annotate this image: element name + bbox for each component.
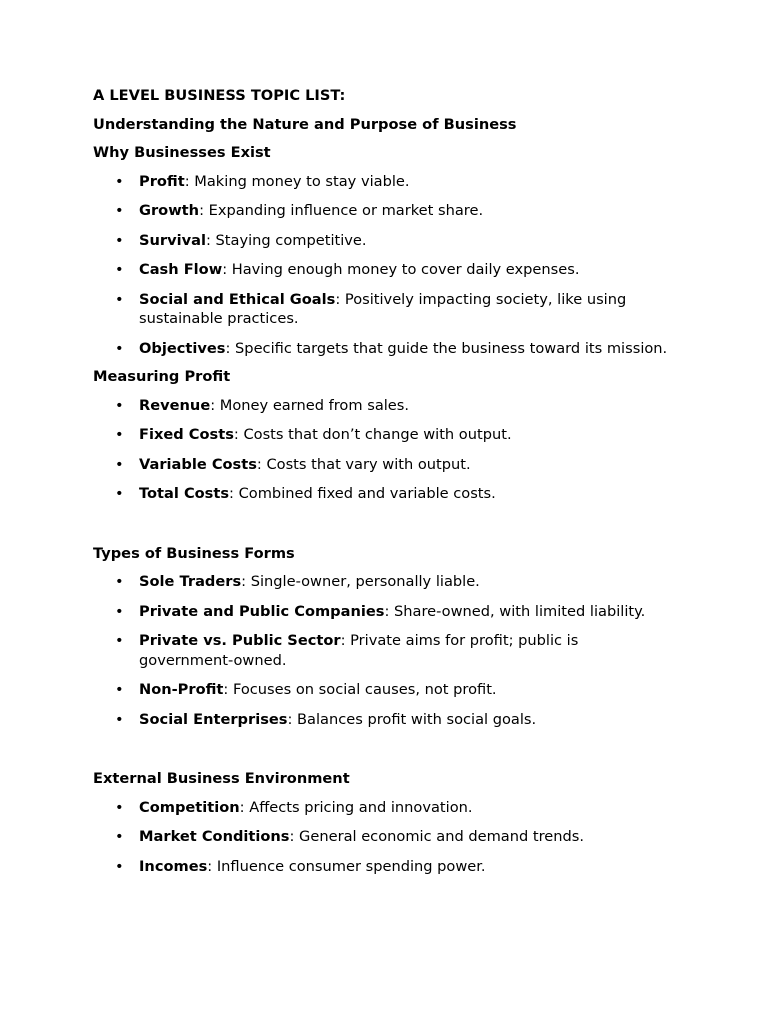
bullet-icon: •	[115, 681, 124, 698]
list-item	[93, 172, 673, 192]
item-description: : Costs that don’t change with output.	[233, 426, 512, 443]
bullet-icon: •	[115, 857, 124, 875]
list-item	[93, 680, 673, 700]
list-item	[93, 339, 673, 359]
item-term: Variable Costs	[139, 455, 257, 473]
bullet-icon: •	[115, 202, 124, 219]
item-term: Non-Profit	[139, 681, 224, 698]
item-term: Incomes	[139, 857, 208, 875]
list-item	[93, 710, 673, 730]
spacer	[93, 514, 673, 544]
section-heading-why-businesses-exist: Why Businesses Exist	[93, 144, 271, 161]
item-description: : Share-owned, with limited liability.	[384, 602, 646, 620]
item-term: Growth	[139, 202, 200, 219]
list-item	[93, 455, 673, 475]
item-description: : Balances profit with social goals.	[287, 710, 537, 728]
list-item	[93, 201, 673, 221]
bullet-icon: •	[115, 710, 124, 728]
document-title: A LEVEL BUSINESS TOPIC LIST:	[93, 87, 346, 104]
item-term: Revenue	[139, 396, 211, 414]
document-subtitle: Understanding the Nature and Purpose of Business	[93, 115, 517, 133]
item-description: : Expanding influence or market share.	[199, 202, 484, 219]
item-term: Objectives	[139, 339, 226, 357]
list-item	[93, 798, 673, 818]
list-item	[93, 857, 673, 877]
item-term: Social Enterprises	[139, 710, 288, 728]
list-item	[93, 602, 673, 622]
bullet-list-types-of-business-forms	[93, 572, 673, 729]
item-description: : Having enough money to cover daily expenses.	[222, 261, 580, 278]
item-term: Competition	[139, 798, 240, 816]
bullet-icon: •	[115, 172, 124, 190]
bullet-icon: •	[115, 426, 124, 443]
item-description: : Private aims for profit; public is government-owned.	[139, 632, 579, 669]
item-term: Fixed Costs	[139, 426, 234, 443]
item-description: : General economic and demand trends.	[289, 828, 585, 845]
list-item	[93, 425, 673, 445]
list-item	[93, 484, 673, 504]
item-term: Cash Flow	[139, 261, 223, 278]
bullet-icon: •	[115, 290, 124, 308]
item-description: : Making money to stay viable.	[184, 172, 410, 190]
bullet-icon: •	[115, 632, 124, 649]
bullet-icon: •	[115, 339, 124, 357]
item-description: : Positively impacting society, like using sustainable practices.	[139, 290, 627, 327]
item-term: Sole Traders	[139, 573, 242, 590]
list-item	[93, 290, 673, 329]
item-term: Private and Public Companies	[139, 602, 385, 620]
bullet-icon: •	[115, 602, 124, 620]
bullet-list-measuring-profit	[93, 396, 673, 504]
bullet-list-why-businesses-exist	[93, 172, 673, 359]
item-term: Profit	[139, 172, 185, 190]
list-item	[93, 260, 673, 280]
list-item	[93, 396, 673, 416]
item-description: : Influence consumer spending power.	[207, 857, 486, 875]
item-description: : Combined fixed and variable costs.	[229, 485, 496, 502]
item-term: Social and Ethical Goals	[139, 290, 336, 308]
item-description: : Single-owner, personally liable.	[241, 573, 480, 590]
item-description: : Staying competitive.	[205, 231, 367, 249]
item-term: Market Conditions	[139, 828, 290, 845]
item-description: : Specific targets that guide the business toward its mission.	[225, 339, 668, 357]
bullet-icon: •	[115, 798, 124, 816]
bullet-icon: •	[115, 396, 124, 414]
section-heading-measuring-profit: Measuring Profit	[93, 368, 231, 385]
list-item	[93, 231, 673, 251]
bullet-icon: •	[115, 231, 124, 249]
bullet-icon: •	[115, 485, 124, 502]
item-description: : Affects pricing and innovation.	[239, 798, 473, 816]
document-content	[93, 86, 673, 886]
item-term: Total Costs	[139, 485, 230, 502]
bullet-icon: •	[115, 573, 124, 590]
item-description: : Focuses on social causes, not profit.	[223, 681, 497, 698]
item-term: Private vs. Public Sector	[139, 632, 341, 649]
item-description: : Costs that vary with output.	[256, 455, 471, 473]
list-item	[93, 827, 673, 847]
item-description: : Money earned from sales.	[210, 396, 410, 414]
list-item	[93, 631, 673, 670]
list-item	[93, 572, 673, 592]
bullet-icon: •	[115, 828, 124, 845]
section-heading-types-of-business-forms: Types of Business Forms	[93, 544, 295, 562]
bullet-icon: •	[115, 455, 124, 473]
item-term: Survival	[139, 231, 206, 249]
section-heading-external-business-environment: External Business Environment	[93, 770, 350, 787]
bullet-icon: •	[115, 261, 124, 278]
spacer	[93, 739, 673, 769]
bullet-list-external-business-environment	[93, 798, 673, 877]
